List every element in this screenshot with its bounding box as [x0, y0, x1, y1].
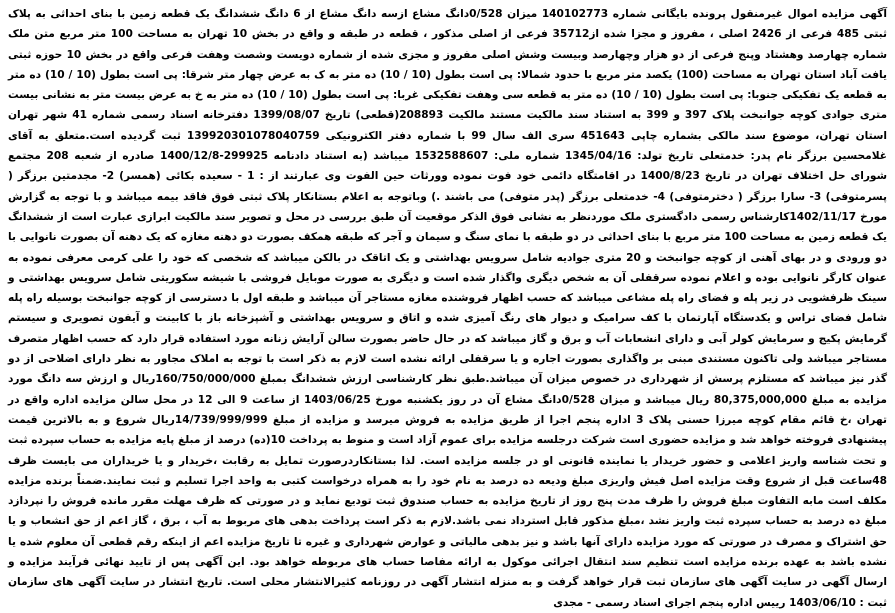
notice-body-text: آگهی مزایده اموال غیرمنقول پرونده بایگانی شماره 140102773 میزان 0/528دانگ مشاع ازسه دانگ مشاع از 6 دانگ ششدانگ یک قطعه زمین با بنای احداثی به پلاک ثبتی 485 فرعی از 2426 اصلی ، مفروز و مجزا شده از35712 فرعی از اصلی مذکور ، قطعه در طبقه و واقع در بخش 10 تهران به مساحت 100 متر مربع متن ملک شماره چهارصد وهشتاد وپنج فرعی از دو هزار وچهارصد وبیست وشش اصلی مفروز و مجزی شده از شماره دویست وشصت وهفت فرعی واقع در بخش 10 حوزه ثبتی یافت آباد استان تهران به مساحت (100) یکصد متر مربع با حدود شمالا: پی است بطول (10 / 10) ده متر به ک به عرض چهار متر شرقا: پی است بطول (10 / 10) ده متر به قطعه یک تفکیکی جنوبا: پی است بطول (10 / 10) ده متر به قطعه سی وهفت تفکیکی غربا: پی است بطول (10 / 10) ده متر به خ به عرض بیست متر به نشانی بیست متری جوادی کوچه جوانبخت پلاک 397 و 399 به استناد سند مالکیت مستند مالکیت 208893(قطعی) تاریخ 1399/08/07 دفترخانه اسناد رسمی شماره 41 شهر تهران استان تهران، موضوع سند مالکی بشماره چاپی 451643 سری الف سال 99 با شماره دفتر الکترونیکی 139920301078040759 ثبت گردیده است.متعلق به آقای غلامحسین برزگر نام پدر: خدمتعلی تاریخ تولد: 1345/04/16 شماره ملی: 1532588607 میباشد (به استناد دادنامه 299925-1400/12/8 صادره از شعبه 208 مجتمع شورای حل اختلاف تهران در تاریخ 1400/8/23 در اقامتگاه دائمی خود فوت نموده وورثات حین الفوت وی عبارتند از : 1 - سعیده بکائی (همسر) 2- مجدمتین برزگر ( پسرمتوفی) 3- سارا برزگر ( دخترمتوفی) 4- خدمتعلی برزگر (پدر متوفی) می باشند .) وباتوجه به اعلام بستانکار پلاک ثبتی فوق فاقد بیمه میباشد و با توجه به گزارش مورخ 1402/11/17کارشناس رسمی دادگستری ملک موردنظر به نشانی فوق الذکر موقعیت آن طبق بررسی در محل و تصویر سند مالکیت ابرازی عبارت است از ششدانگ یک قطعه زمین به مساحت 100 متر مربع با بنای احداثی در دو طبقه با نمای سنگ و سیمان و آجر که طبقه همکف بصورت دو دهنه مغازه که یک دهنه آن بصورت نانوایی با دو ورودی و در بهای آهنی از کوچه جوانبخت و 20 متری جوادیه شامل سرویس بهداشتی و یک اتاقک در بالکن میباشد که شخصی که خود را علی کرمی معرفی نموده به عنوان کارگر نانوایی بوده و اعلام نموده سرقفلی آن به شخص دیگری واگذار شده است و دیگری به صورت موبایل فروشی با شیشه سکوریتی شامل سرویس بهداشتی و سینک ظرفشویی در زیر پله و فضای راه پله مشاعی میباشد که حسب اظهار فروشنده مغازه مستاجر آن میباشد و طبقه اول با دسترسی از کوچه جوانبخت بوسیله راه پله شامل فضای تراس و یکدستگاه آپارتمان با کف سرامیک و دیوار های رنگ آمیزی شده و اتاق و سرویس بهداشتی و آشپزخانه باز با کابینت و آیفون تصویری و سیستم گرمایش پکیج و سرمایش کولر آبی و دارای انشعابات آب و برق و گاز میباشد که در حال حاضر بصورت سالن آرایش زنانه مورد استفاده قرار دارد که حسب اظهار متصرف مستاجر میباشد ولی تاکنون مستندی مبنی بر واگذاری بصورت اجاره و یا سرقفلی ارائه نشده است لازم به ذکر است با توجه به املاک مجاور به نظر دارای اضلاحی از دو گذر نیز میباشد که مستلزم پرسش از شهرداری در خصوص میزان آن میباشد.طبق نظر کارشناسی ارزش ششدانگ بمبلغ 160/750/000/000ریال و ارزش سه دانگ مورد مزایده به مبلغ 80,375,000,000 ریال میباشد و میزان 0/528دانگ مشاع آن در روز یکشنبه مورخ 1403/06/25 از ساعت 9 الی 12 در محل سالن مزایده اداره واقع در تهران ،خ قائم مقام کوچه میرزا حسنی پلاک 3 اداره پنجم اجرا از طریق مزایده به فروش میرسد و مزایده از مبلغ 14/739/999/999ریال شروع و به بالاترین قیمت پیشنهادی فروخته خواهد شد و مزایده حضوری است شرکت درجلسه مزایده برای عموم آزاد است و منوط به پرداخت 10(ده) درصد از مبلغ پایه مزایده به حساب سپرده ثبت و تحت شناسه واریز اعلامی و حضور خریدار یا نماینده قانونی او در جلسه مزایده است. لذا بستانکاردرصورت تمایل به رقابت ،خریدار و یا خریداران می بایست ظرف 48ساعت قبل از شروع وقت مزایده اصل فیش واریزی مبلغ ودیعه ده درصد به نام خود را به همراه درخواست کتبی به واحد اجرا تسلیم و ثبت نمایند.ضمناً برنده مزایده مکلف است مابه التفاوت مبلغ فروش را ظرف مدت پنج روز از تاریخ مزایده به حساب صندوق ثبت تودیع نماید و در صورتی که ظرف مهلت مقرر مانده فروش را نپردازد مبلغ ده درصد به حساب سپرده ثبت واریز نشد ،مبلغ مذکور قابل استرداد نمی باشد.لازم به ذکر است پرداخت بدهی های مربوط به آب ، برق ، گاز اعم از حق انشعاب و یا حق اشتراک و مصرف در صورتی که مورد مزایده دارای آنها باشد و نیز بدهی مالیاتی و عوارض شهرداری و غیره تا تاریخ مزایده اعم از اینکه رقم قطعی آن معلوم شده یا نشده باشد به عهده برنده مزایده است تنظیم سند انتقال اجرائی موکول به ارائه مفاصا حساب های مربوطه خواهد بود. این آگهی پس از تایید نهائی فرآیند مزایده و ارسال آگهی در سایت آگهی های سازمان ثبت قرار خواهد گرفت و به منزله انتشار آگهی در روزنامه کثیرالانتشار محلی است. تاریخ انتشار در سایت آگهی های سازمان ثبت : 1403/06/10 رییس اداره پنجم اجرای اسناد رسمی - مجدی — [8, 8, 888, 609]
